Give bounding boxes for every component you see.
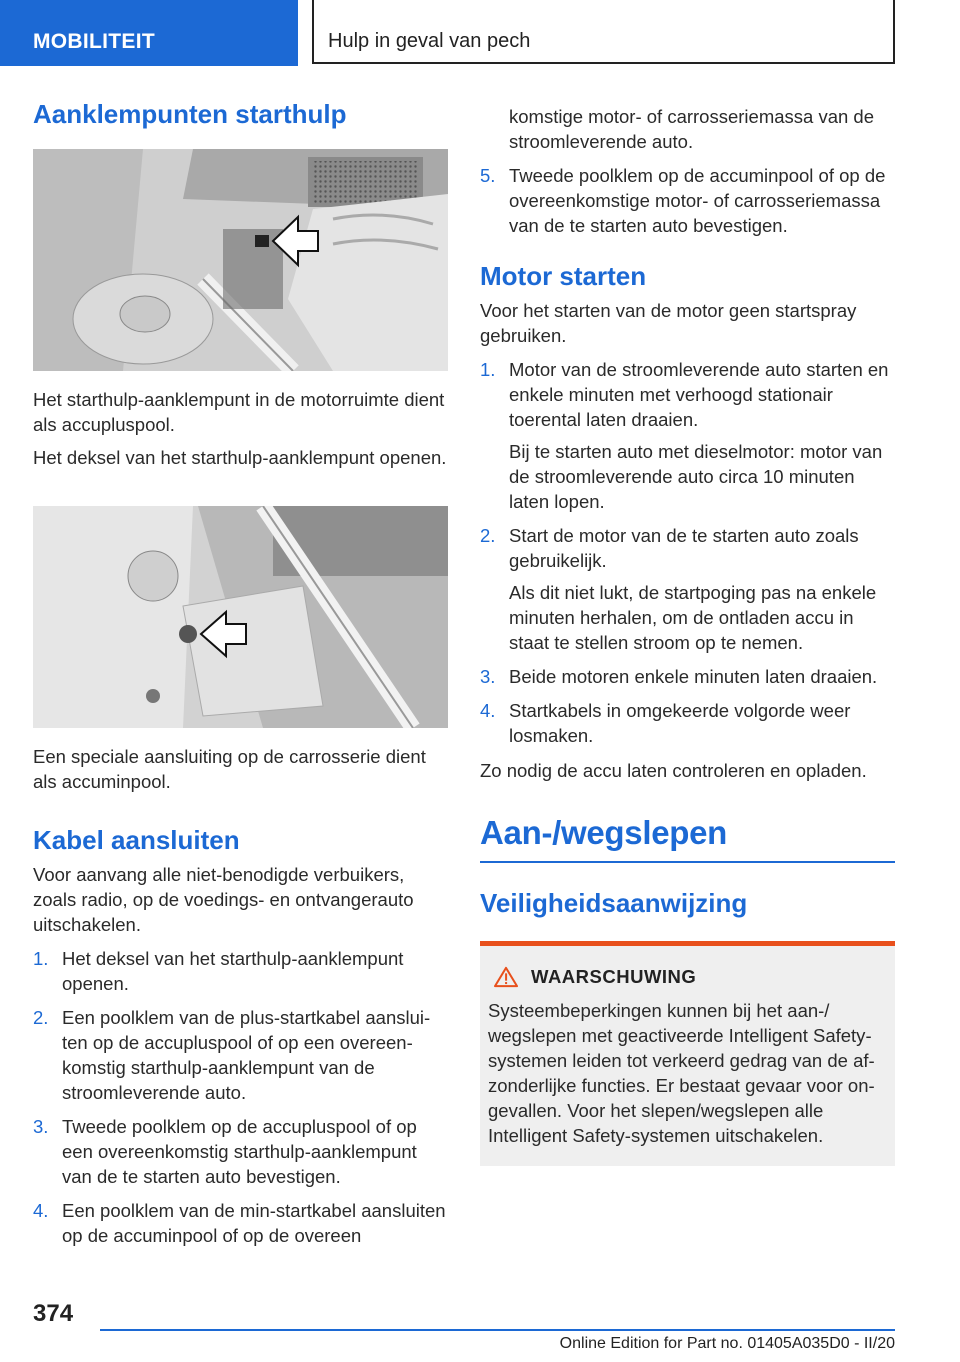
heading-aan-wegslepen: Aan-/wegslepen xyxy=(480,813,895,863)
footer-divider xyxy=(100,1329,895,1331)
heading-kabel-aansluiten: Kabel aansluiten xyxy=(33,825,240,855)
warning-text: Systeembeperkingen kunnen bij het aan-/ wegslepen met geactiveerde Intelligent Safetysystemen leiden tot verkeerd gedrag van de afzonderlijke functies. Er bestaat gevaar voor ongevallen. Voor het slepen/wegslepen alle Intelligent Safety-systemen uitschakelen. xyxy=(488,1000,875,1146)
photo2-caption: Een speciale aansluiting op de carrosserie dient als accuminpool. xyxy=(33,746,426,792)
list-item: 3. Tweede poolklem op de accupluspool of op een overeenkomstig starthulp-aanklempunt van de te starten auto bevestigen. xyxy=(33,1116,417,1187)
kabel-intro: Voor aanvang alle niet-benodigde verbuikers, zoals radio, op de voedings- en ontvangerauto uitschakelen. xyxy=(33,864,414,935)
photo1-caption-2: Het deksel van het starthulp-aanklempunt openen. xyxy=(33,447,447,468)
motor-outro: Zo nodig de accu laten controleren en opladen. xyxy=(480,760,867,781)
list-item: 4. Een poolklem van de min-startkabel aansluiten op de accuminpool of op de overeen xyxy=(33,1200,446,1246)
photo1-caption-1: Het starthulp-aanklempunt in de motorruimte dient als accupluspool. xyxy=(33,389,445,435)
list-item: 4. Startkabels in omgekeerde volgorde weer losmaken. xyxy=(480,700,851,746)
left-column xyxy=(33,98,448,1248)
heading-motor-starten: Motor starten xyxy=(480,261,647,291)
engine-bay-photo-plus xyxy=(33,149,448,371)
list-item: 2. Een poolklem van de plus-startkabel aansluiten op de accupluspool of op een overeenkomstig starthulp-aanklempunt van de stroomleverende auto. xyxy=(33,1007,431,1103)
list-item: 1. Motor van de stroomleverende auto starten en enkele minuten met verhoogd stationair toerental laten draaien. Bij te starten auto met dieselmotor: motor van de stroomleverende auto circa 10 minuten laten lopen. xyxy=(480,359,889,512)
heading-aanklempunten: Aanklempunten starthulp xyxy=(33,99,347,129)
list-item: 3. Beide motoren enkele minuten laten draaien. xyxy=(480,666,878,687)
engine-bay-photo-minus xyxy=(33,506,448,728)
list-item: 2. Start de motor van de te starten auto zoals gebruikelijk. Als dit niet lukt, de startpoging pas na enkele minuten herhalen, om de ontladen accu in staat te stellen stroom op te nemen. xyxy=(480,525,877,653)
warning-box xyxy=(480,941,895,1166)
footer-edition: Online Edition for Part no. 01405A035D0 - II/20 xyxy=(559,1335,895,1352)
heading-veiligheidsaanwijzing: Veiligheidsaanwijzing xyxy=(480,888,748,918)
motor-steps-list xyxy=(480,357,895,748)
chapter-title: Hulp in geval van pech xyxy=(312,0,895,64)
kabel-steps-list xyxy=(33,946,448,1248)
list-item: 5. Tweede poolklem op de accuminpool of op de overeenkomstige motor- of carrosseriemassa van de te starten auto bevestigen. xyxy=(480,165,886,236)
list-item: 1. Het deksel van het starthulp-aanklempunt openen. xyxy=(33,948,404,994)
kabel-steps-cont-list xyxy=(480,104,895,238)
page-number: 374 xyxy=(33,1300,74,1327)
list-item: komstige motor- of carrosseriemassa van de stroomleverende auto. xyxy=(509,106,874,152)
right-column xyxy=(480,104,895,1166)
warning-triangle-icon xyxy=(492,966,520,988)
motor-intro: Voor het starten van de motor geen startspray gebruiken. xyxy=(480,300,857,346)
page-header xyxy=(0,0,960,66)
section-tab: MOBILITEIT xyxy=(0,0,298,66)
warning-title: WAARSCHUWING xyxy=(488,966,887,988)
